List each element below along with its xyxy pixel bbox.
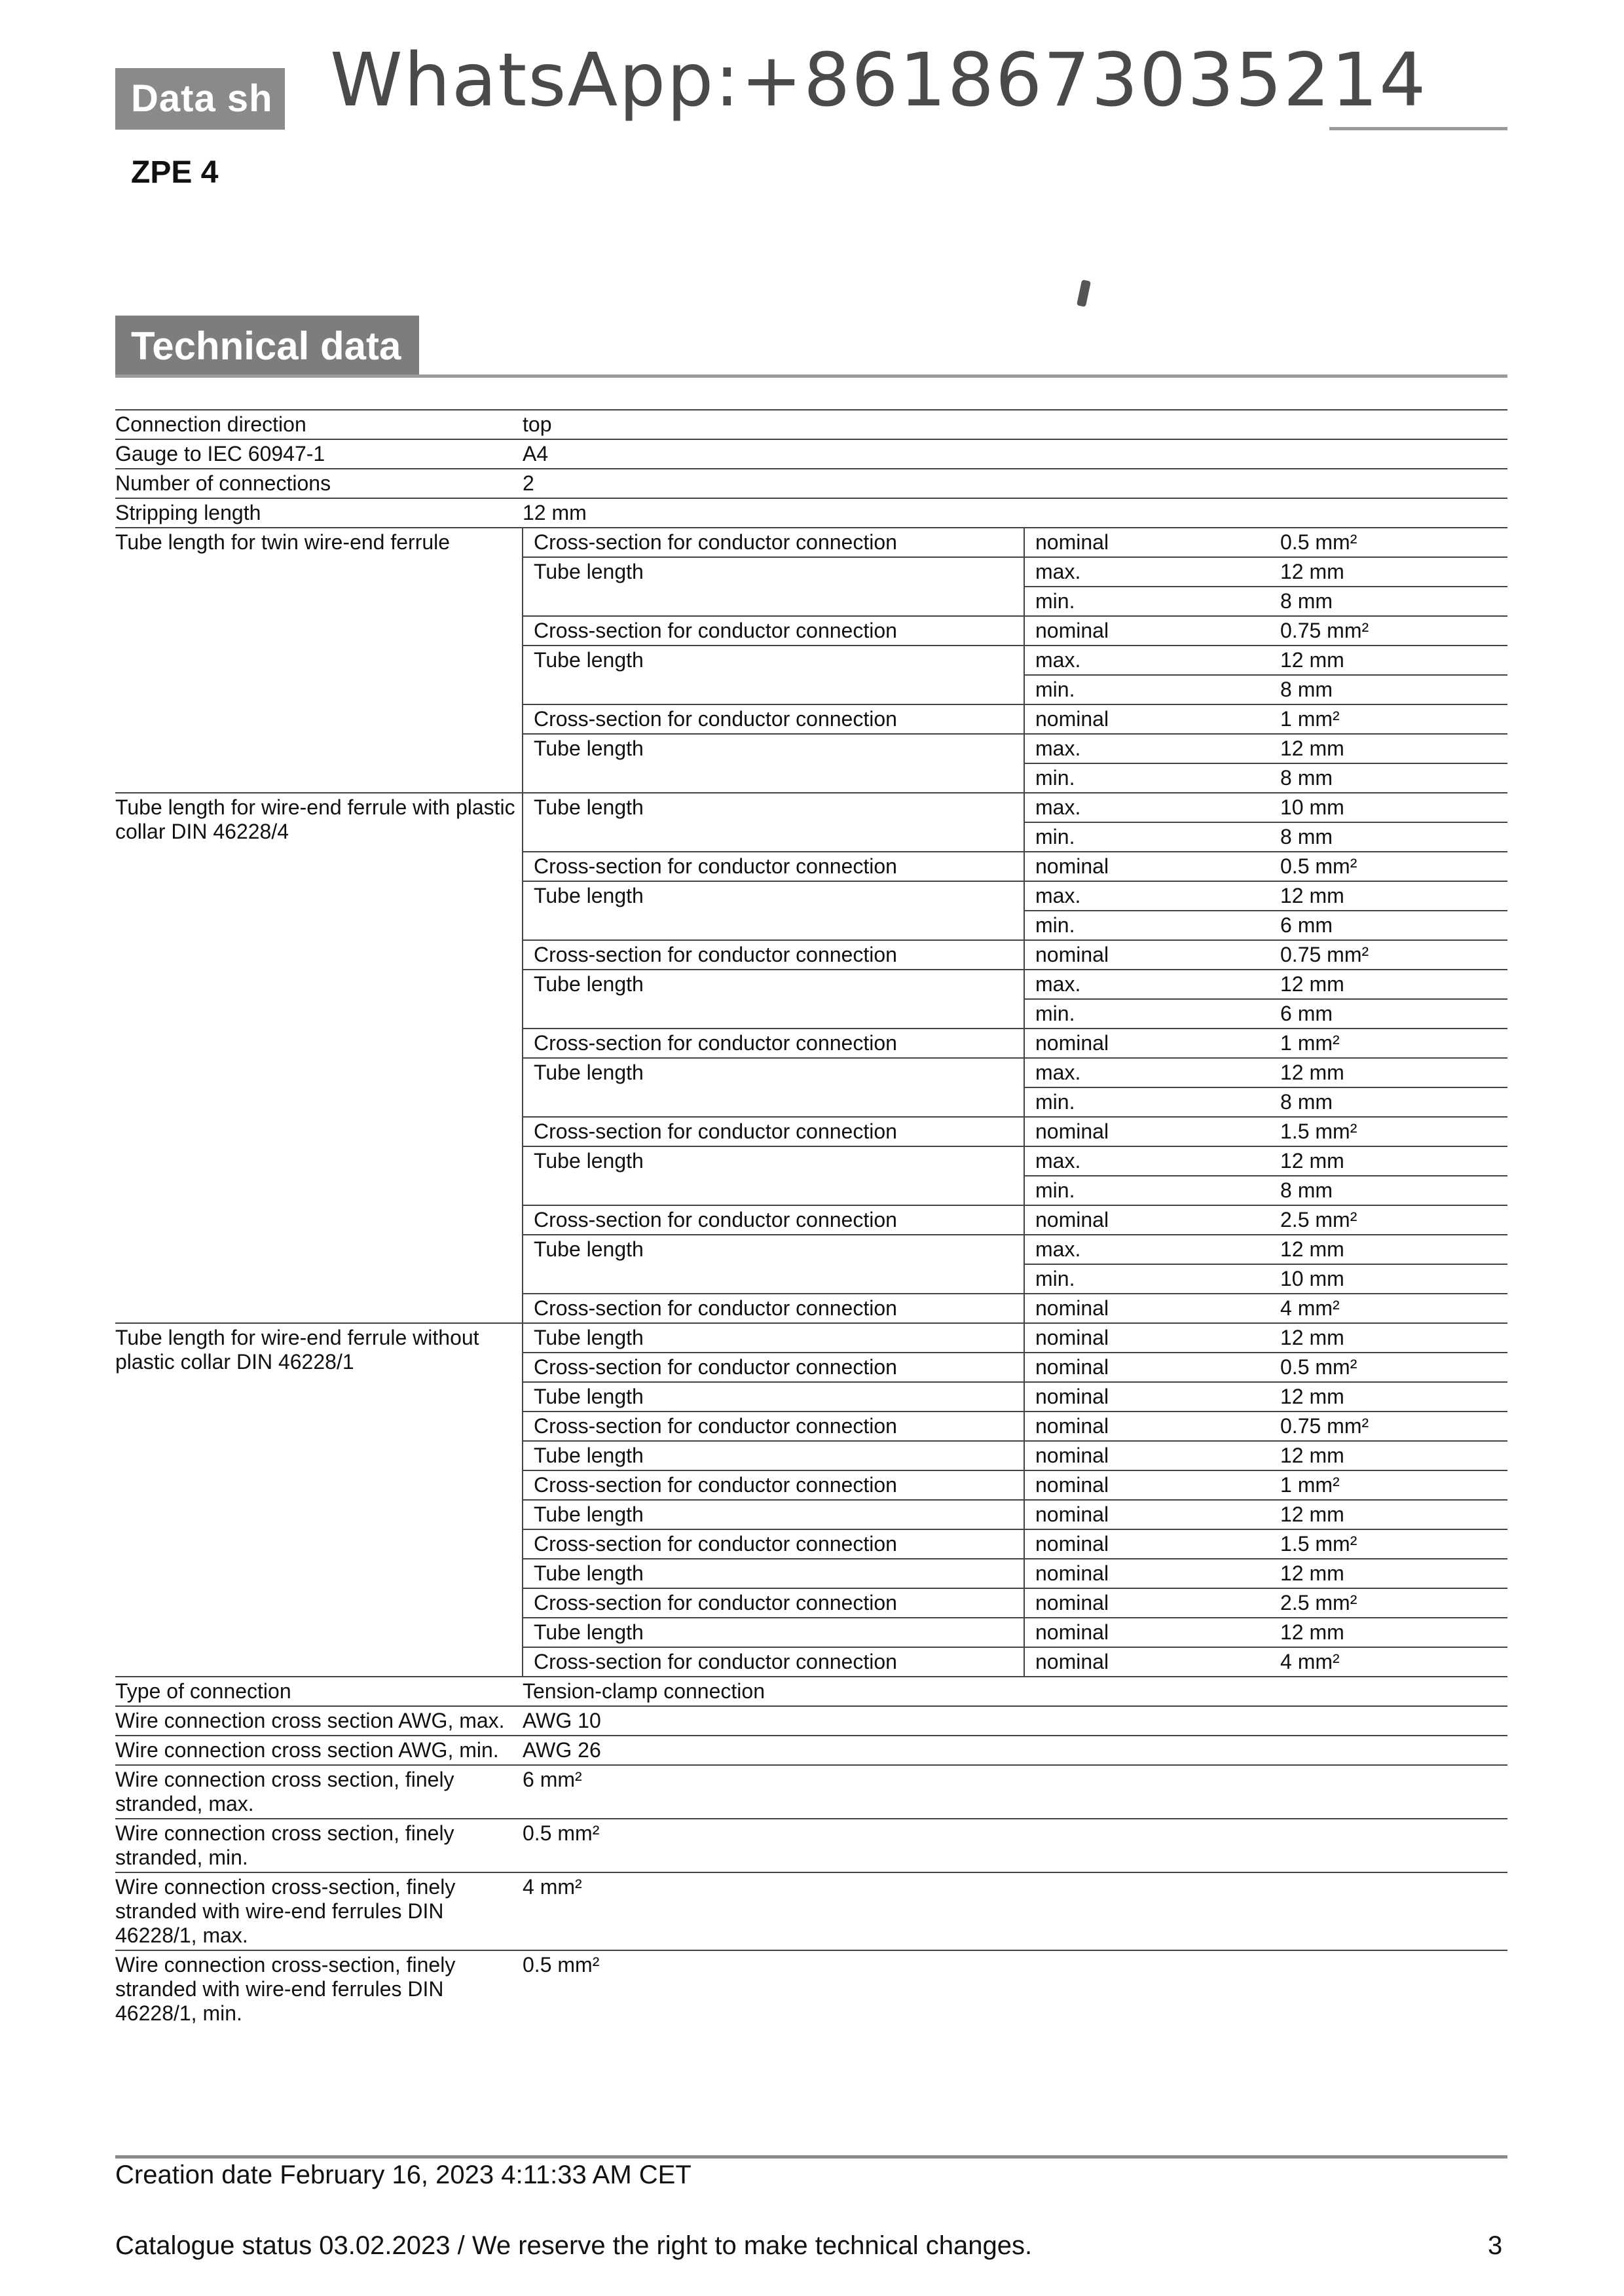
table-row [115, 1736, 1507, 1765]
qualifier: nominal [1024, 1588, 1280, 1618]
section-title: Technical data [115, 316, 419, 377]
sub-label [523, 1087, 1024, 1117]
document-header-title: Data sh [115, 68, 285, 130]
page-number: 3 [1488, 2231, 1503, 2260]
sub-label: Cross-section for conductor connection [523, 616, 1024, 646]
value: 0.75 mm² [1280, 940, 1507, 970]
sub-label: Cross-section for conductor connection [523, 1205, 1024, 1235]
row-value: 6 mm² [523, 1765, 1507, 1819]
row-value: 2 [523, 469, 1507, 498]
qualifier: nominal [1024, 1353, 1280, 1382]
qualifier: min. [1024, 822, 1280, 852]
row-value: 4 mm² [523, 1872, 1507, 1950]
footer-rule [115, 2155, 1507, 2159]
sub-label: Cross-section for conductor connection [523, 1588, 1024, 1618]
watermark-text: WhatsApp:+8618673035214 [330, 38, 1428, 123]
sub-label: Cross-section for conductor connection [523, 1029, 1024, 1058]
sub-label [523, 1176, 1024, 1205]
group-label: Tube length for twin wire-end ferrule [115, 528, 523, 793]
row-value: 0.5 mm² [523, 1819, 1507, 1872]
value: 8 mm [1280, 1087, 1507, 1117]
value: 12 mm [1280, 734, 1507, 763]
sub-label: Cross-section for conductor connection [523, 528, 1024, 557]
value: 8 mm [1280, 587, 1507, 616]
sub-label: Tube length [523, 793, 1024, 822]
value: 8 mm [1280, 675, 1507, 704]
technical-data-table [115, 409, 1507, 2028]
value: 12 mm [1280, 1441, 1507, 1470]
sub-label: Tube length [523, 1235, 1024, 1264]
table-row [115, 1677, 1507, 1706]
sub-label: Cross-section for conductor connection [523, 1117, 1024, 1146]
row-value: AWG 10 [523, 1706, 1507, 1736]
qualifier: nominal [1024, 1412, 1280, 1441]
value: 0.75 mm² [1280, 1412, 1507, 1441]
qualifier: max. [1024, 970, 1280, 999]
sub-label: Cross-section for conductor connection [523, 1412, 1024, 1441]
qualifier: nominal [1024, 940, 1280, 970]
value: 12 mm [1280, 1618, 1507, 1647]
value: 12 mm [1280, 557, 1507, 587]
row-value: A4 [523, 439, 1507, 469]
table-row [115, 1950, 1507, 2028]
row-value: top [523, 410, 1507, 439]
product-name: ZPE 4 [131, 155, 219, 190]
row-label: Wire connection cross section AWG, min. [115, 1736, 523, 1765]
value: 12 mm [1280, 1058, 1507, 1087]
sub-label: Tube length [523, 646, 1024, 675]
table-row [115, 1706, 1507, 1736]
value: 12 mm [1280, 1235, 1507, 1264]
table-row [115, 469, 1507, 498]
qualifier: min. [1024, 675, 1280, 704]
value: 8 mm [1280, 1176, 1507, 1205]
qualifier: nominal [1024, 1647, 1280, 1677]
group-label: Tube length for wire-end ferrule without plastic collar DIN 46228/1 [115, 1323, 523, 1677]
qualifier: nominal [1024, 1382, 1280, 1412]
sub-label: Tube length [523, 1146, 1024, 1176]
sub-label [523, 911, 1024, 940]
header-rule [1329, 127, 1507, 130]
qualifier: nominal [1024, 1205, 1280, 1235]
value: 1 mm² [1280, 1470, 1507, 1500]
value: 0.5 mm² [1280, 1353, 1507, 1382]
qualifier: nominal [1024, 1323, 1280, 1353]
value: 4 mm² [1280, 1294, 1507, 1323]
sub-label: Tube length [523, 1058, 1024, 1087]
stray-mark [1077, 280, 1091, 307]
sub-label: Tube length [523, 1441, 1024, 1470]
table-row [115, 793, 1507, 822]
qualifier: nominal [1024, 852, 1280, 881]
table-row [115, 528, 1507, 557]
sub-label: Tube length [523, 970, 1024, 999]
row-value: Tension-clamp connection [523, 1677, 1507, 1706]
sub-label: Cross-section for conductor connection [523, 852, 1024, 881]
qualifier: min. [1024, 1264, 1280, 1294]
row-label: Number of connections [115, 469, 523, 498]
sub-label: Cross-section for conductor connection [523, 1470, 1024, 1500]
row-label: Wire connection cross section, finely stranded, max. [115, 1765, 523, 1819]
qualifier: max. [1024, 1235, 1280, 1264]
qualifier: nominal [1024, 1029, 1280, 1058]
qualifier: nominal [1024, 1470, 1280, 1500]
qualifier: nominal [1024, 1294, 1280, 1323]
sub-label: Tube length [523, 557, 1024, 587]
table-row [115, 410, 1507, 439]
table-row [115, 1323, 1507, 1353]
value: 0.5 mm² [1280, 528, 1507, 557]
qualifier: max. [1024, 646, 1280, 675]
value: 12 mm [1280, 1500, 1507, 1529]
qualifier: max. [1024, 734, 1280, 763]
qualifier: min. [1024, 1176, 1280, 1205]
row-label: Stripping length [115, 498, 523, 528]
sub-label: Cross-section for conductor connection [523, 1647, 1024, 1677]
qualifier: min. [1024, 1087, 1280, 1117]
sub-label: Tube length [523, 881, 1024, 911]
qualifier: nominal [1024, 1117, 1280, 1146]
value: 0.5 mm² [1280, 852, 1507, 881]
value: 12 mm [1280, 1323, 1507, 1353]
catalogue-status: Catalogue status 03.02.2023 / We reserve the right to make technical changes. [115, 2231, 1033, 2260]
value: 10 mm [1280, 1264, 1507, 1294]
row-label: Wire connection cross-section, finely stranded with wire-end ferrules DIN 46228/1, min. [115, 1953, 456, 2025]
row-value: 0.5 mm² [523, 1953, 600, 1977]
qualifier: min. [1024, 587, 1280, 616]
sub-label [523, 675, 1024, 704]
value: 12 mm [1280, 1146, 1507, 1176]
sub-label: Tube length [523, 734, 1024, 763]
section-rule [115, 374, 1507, 378]
table-row [115, 1872, 1507, 1950]
row-value: 12 mm [523, 498, 1507, 528]
table-row [115, 1819, 1507, 1872]
value: 1 mm² [1280, 1029, 1507, 1058]
sub-label: Cross-section for conductor connection [523, 1294, 1024, 1323]
sub-label: Tube length [523, 1559, 1024, 1588]
value: 8 mm [1280, 763, 1507, 793]
sub-label: Tube length [523, 1323, 1024, 1353]
value: 1.5 mm² [1280, 1529, 1507, 1559]
value: 2.5 mm² [1280, 1205, 1507, 1235]
qualifier: min. [1024, 911, 1280, 940]
qualifier: nominal [1024, 1500, 1280, 1529]
qualifier: nominal [1024, 1559, 1280, 1588]
creation-date: Creation date February 16, 2023 4:11:33 AM CET [115, 2160, 692, 2189]
sub-label [523, 822, 1024, 852]
sub-label: Tube length [523, 1618, 1024, 1647]
watermark-overlay [308, 26, 1428, 131]
qualifier: max. [1024, 1146, 1280, 1176]
sub-label: Cross-section for conductor connection [523, 704, 1024, 734]
sub-label: Tube length [523, 1382, 1024, 1412]
row-label: Wire connection cross-section, finely stranded with wire-end ferrules DIN 46228/1, max. [115, 1872, 523, 1950]
sub-label: Tube length [523, 1500, 1024, 1529]
sub-label: Cross-section for conductor connection [523, 940, 1024, 970]
qualifier: nominal [1024, 1529, 1280, 1559]
sub-label [523, 587, 1024, 616]
qualifier: nominal [1024, 1618, 1280, 1647]
table-row [115, 1765, 1507, 1819]
qualifier: max. [1024, 557, 1280, 587]
qualifier: nominal [1024, 616, 1280, 646]
value: 4 mm² [1280, 1647, 1507, 1677]
value: 0.75 mm² [1280, 616, 1507, 646]
qualifier: nominal [1024, 704, 1280, 734]
value: 1.5 mm² [1280, 1117, 1507, 1146]
value: 6 mm [1280, 999, 1507, 1029]
row-label: Gauge to IEC 60947-1 [115, 439, 523, 469]
value: 1 mm² [1280, 704, 1507, 734]
qualifier: min. [1024, 763, 1280, 793]
value: 12 mm [1280, 1559, 1507, 1588]
group-label: Tube length for wire-end ferrule with plastic collar DIN 46228/4 [115, 793, 523, 1323]
value: 10 mm [1280, 793, 1507, 822]
qualifier: max. [1024, 1058, 1280, 1087]
sub-label [523, 999, 1024, 1029]
value: 12 mm [1280, 1382, 1507, 1412]
sub-label [523, 1264, 1024, 1294]
value: 12 mm [1280, 970, 1507, 999]
value: 2.5 mm² [1280, 1588, 1507, 1618]
row-label: Type of connection [115, 1677, 523, 1706]
row-label: Connection direction [115, 410, 523, 439]
value: 12 mm [1280, 646, 1507, 675]
qualifier: nominal [1024, 1441, 1280, 1470]
row-label: Wire connection cross section, finely stranded, min. [115, 1819, 523, 1872]
table-row [115, 439, 1507, 469]
sub-label [523, 763, 1024, 793]
sub-label: Cross-section for conductor connection [523, 1353, 1024, 1382]
row-label: Wire connection cross section AWG, max. [115, 1706, 523, 1736]
table-row [115, 498, 1507, 528]
value: 12 mm [1280, 881, 1507, 911]
qualifier: nominal [1024, 528, 1280, 557]
value: 8 mm [1280, 822, 1507, 852]
sub-label: Cross-section for conductor connection [523, 1529, 1024, 1559]
qualifier: max. [1024, 881, 1280, 911]
value: 6 mm [1280, 911, 1507, 940]
row-value: AWG 26 [523, 1736, 1507, 1765]
qualifier: max. [1024, 793, 1280, 822]
qualifier: min. [1024, 999, 1280, 1029]
